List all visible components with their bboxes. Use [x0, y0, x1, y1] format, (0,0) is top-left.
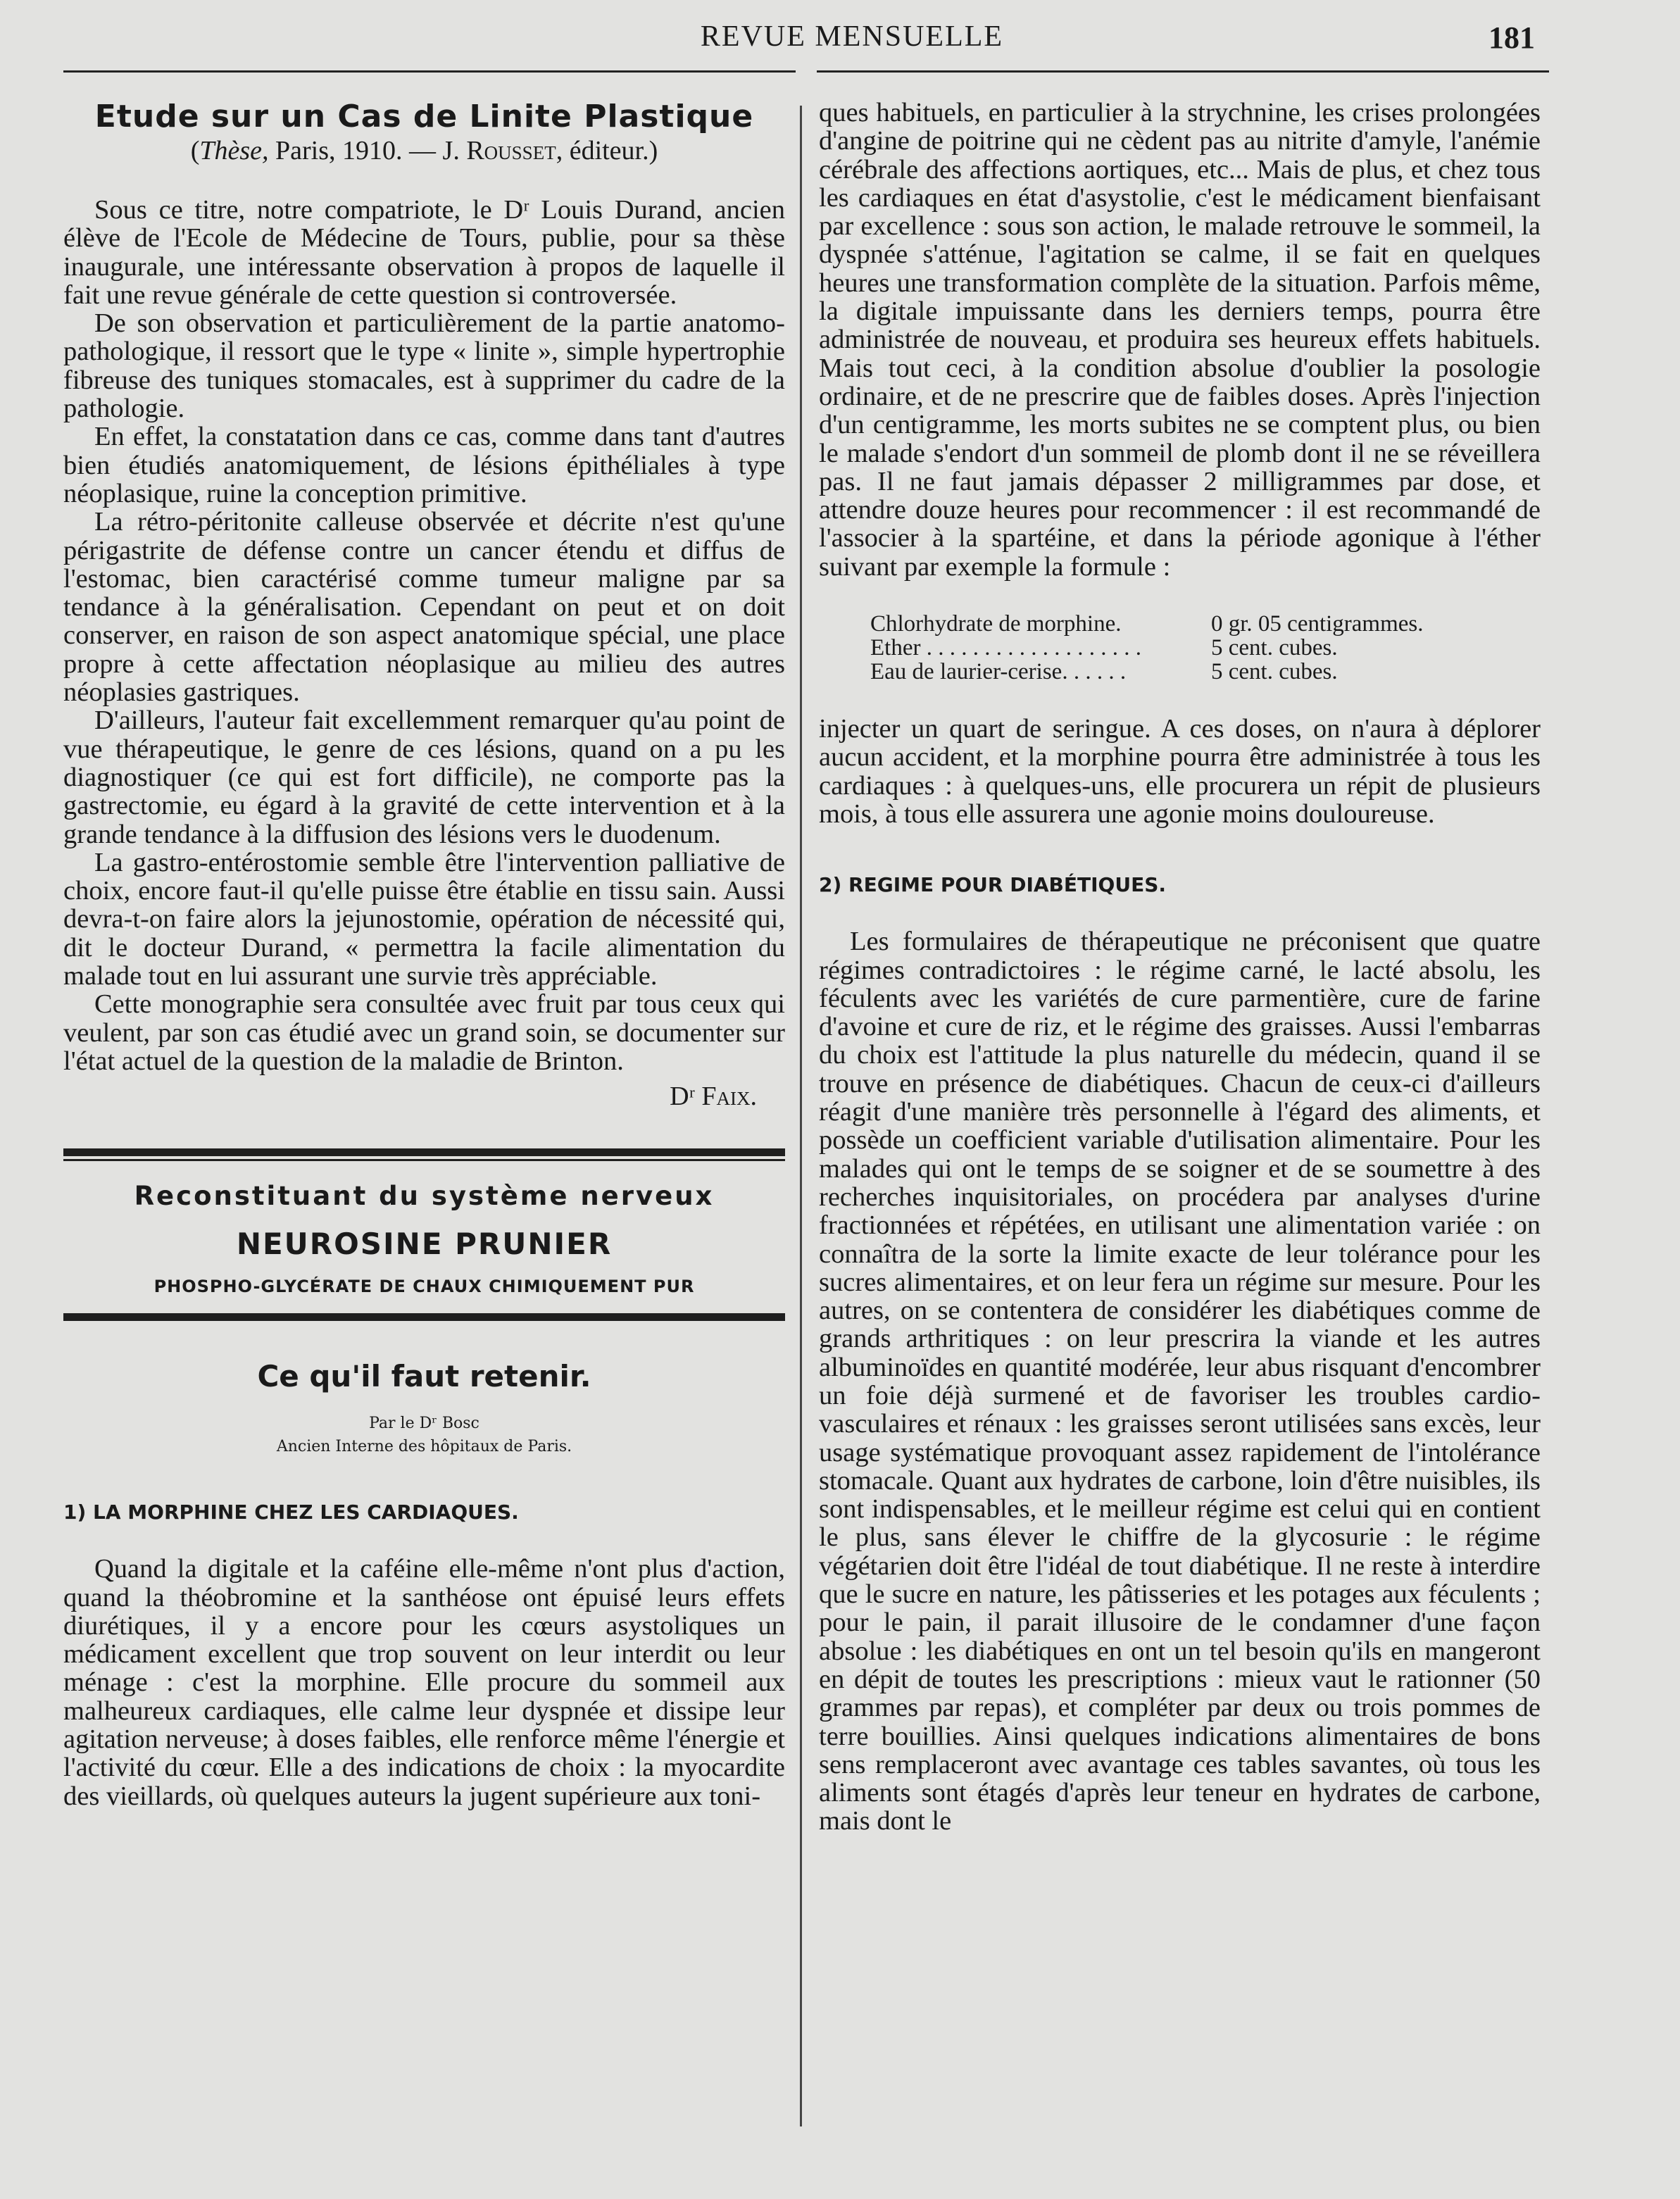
subtitle-publisher: Rousset	[466, 136, 556, 165]
diabetes-paragraph: Les formulaires de thérapeutique ne préconisent que quatre régimes contradictoires : le régime carné, le lacté absolu, les féculents avec les variétés de cure parmentière, cure de farine d'avoine et cure de riz, et le régime des graisses. Aussi l'embarras du choix est l'attitude la plus naturelle du médecin, quand il se trouve en présence de diabétiques. Chacun de ceux-ci d'ailleurs réagit d'une manière très personnelle à l'égard des aliments, et possède un coefficient variable d'utilisation alimentaire. Pour les malades qui ont le temps de se soigner et de se soumettre à des recherches inquisitoriales, on procédera par analyses d'urine fractionnées et répétées, en utilisant une alimentation variée : on connaîtra de la sorte la limite exacte de leur tolérance pour les sucres alimentaires, et on leur fera un régime sur mesure. Pour les autres, on se contentera de considérer les diabétiques comme de grands arthritiques : on leur prescrira la viande et les autres albuminoïdes en quantité modérée, leur abus risquant d'encombrer un foie déjà surmené et de favoriser les troubles cardio-vasculaires et rénaux : les graisses seront utilisées sans excès, leur usage systématique provoquant assez rapidement de l'intolérance stomacale. Quant aux hydrates de carbone, loin d'être nuisibles, ils sont indispensables, et le meilleur régime est celui qui en contient le plus, sans élever le chiffre de la glycosurie : le régime végétarien doit être l'idéal de tout diabétique. Il ne reste à interdire que le sucre en nature, les pâtisseries et les potages aux féculents ; pour le pain, il parait illusoire de le condamner d'une façon absolue : les diabétiques en ont un tel besoin qu'ils en mangeront en dépit de toutes les prescriptions : mieux vaut le rationner (50 grammes par repas), et compléter par deux ou trois pommes de terre bouillies. Ainsi quelques indications alimentaires de bons sens remplaceront avec avantage ces tables savantes, où tous les aliments sont étagés d'après leur teneur en hydrates de carbone, mais dont le	[819, 927, 1541, 1836]
review-paragraph: Cette monographie sera consultée avec fruit par tous ceux qui veulent, par son cas étudié avec un grand soin, se documenter sur l'état actuel de la question de la maladie de Brinton.	[63, 989, 785, 1076]
review-paragraph: En effet, la constatation dans ce cas, comme dans tant d'autres bien étudiés anatomiquement, de lésions épithéliales à type néoplasique, ruine la conception primitive.	[63, 422, 785, 508]
right-column	[819, 99, 1541, 1836]
formula-row	[870, 636, 1490, 660]
page-number: 181	[1488, 20, 1535, 55]
subtitle-these: Thèse,	[199, 136, 269, 165]
subtitle-place-date: Paris, 1910. — J.	[268, 136, 467, 165]
section-heading-diabetes: 2) REGIME POUR DIABÉTIQUES.	[819, 873, 1167, 897]
article-title: Ce qu'il faut retenir.	[257, 1359, 591, 1394]
morphine-conclusion: injecter un quart de seringue. A ces doses, on n'aura à déplorer aucun accident, et la morphine pourra être administrée à tous les cardiaques : à quelques-uns, elle procurera un répit de plusieurs mois, à tous elle assurera une agonie moins douloureuse.	[819, 714, 1541, 829]
header-rule-right	[817, 70, 1549, 73]
review-paragraph: La rétro-péritonite calleuse observée et décrite n'est qu'une périgastrite de défense contre un cancer étendu et diffus de l'estomac, bien caractérisé comme tumeur maligne par sa tendance à la généralisation. Cependant on peut et on doit conserver, en raison de son aspect anatomique spécial, une place propre à cette affectation néoplasique au milieu des autres néoplasies gastriques.	[63, 507, 785, 708]
column-divider	[800, 106, 802, 2126]
review-paragraph: Sous ce titre, notre compatriote, le Dʳ Louis Durand, ancien élève de l'Ecole de Médecine de Tours, publie, pour sa thèse inaugurale, une intéressante observation à propos de laquelle il fait une revue générale de cette question si controversée.	[63, 195, 785, 310]
running-head	[0, 15, 1680, 58]
ad-product-description: PHOSPHO-GLYCÉRATE DE CHAUX CHIMIQUEMENT PUR	[153, 1277, 695, 1297]
ad-rule-top-thin	[63, 1159, 785, 1161]
subtitle-open: (	[190, 136, 200, 165]
ad-rule-top	[63, 1148, 785, 1156]
ad-rule-bottom	[63, 1313, 785, 1321]
header-rule-left	[63, 70, 796, 73]
formula-ingredient: Chlorhydrate de morphine.	[870, 611, 1122, 637]
article-author-credentials: Ancien Interne des hôpitaux de Paris.	[276, 1438, 572, 1456]
formula-dose: 0 gr. 05 centigrammes.	[1211, 611, 1424, 637]
review-paragraph: La gastro-entérostomie semble être l'intervention palliative de choix, encore faut-il qu'elle puisse être établie en tissu sain. Aussi devra-t-on faire alors la jejunostomie, opération de nécessité qui, dit le docteur Durand, « permettra la facile alimentation du malade tout en lui assurant une survie très appréciable.	[63, 847, 785, 991]
formula-dose: 5 cent. cubes.	[1211, 635, 1338, 661]
review-paragraph: De son observation et particulièrement de la partie anatomo-pathologique, il ressort que le type « linite », simple hypertrophie fibreuse des tuniques stomacales, est à supprimer du cadre de la pathologie.	[63, 308, 785, 424]
review-title: Etude sur un Cas de Linite Plastique	[94, 99, 754, 134]
formula-dose: 5 cent. cubes.	[1211, 659, 1338, 685]
review-paragraph: D'ailleurs, l'auteur fait excellemment remarquer qu'au point de vue thérapeutique, le genre de ces lésions, quand on a pu les diagnostiquer (ce qui est fort difficile), ne comporte pas la gastrectomie, eu égard à la gravité de cette intervention et à la grande tendance à la diffusion des lésions vers le duodenum.	[63, 706, 785, 849]
formula-row	[870, 660, 1490, 684]
morphine-formula	[870, 612, 1490, 684]
subtitle-end: , éditeur.)	[556, 136, 658, 165]
review-subtitle	[63, 135, 785, 166]
advertisement	[63, 1148, 785, 1321]
article-byline: Par le Dʳ Bosc	[369, 1415, 479, 1433]
left-column	[63, 99, 785, 1810]
formula-ingredient: Eau de laurier-cerise. . . . . .	[870, 659, 1127, 685]
running-title: REVUE MENSUELLE	[700, 20, 1004, 53]
morphine-paragraph-start: Quand la digitale et la caféine elle-même n'ont plus d'action, quand la théobromine et la santhéose ont épuisé leurs effets diurétiques, il y a encore pour les cœurs asystoliques un médicament excellent que trop souvent on leur interdit ou leur ménage : c'est la morphine. Elle procure du sommeil aux malheureux cardiaques, elle calme leur dyspnée et dissipe leur agitation nerveuse; à doses faibles, elle renforce même l'énergie et l'activité du cœur. Elle a des indications de choix : la myocardite des vieillards, où quelques auteurs la jugent supérieure aux toni-	[63, 1554, 785, 1811]
section-heading-morphine: 1) LA MORPHINE CHEZ LES CARDIAQUES.	[63, 1501, 519, 1524]
formula-row	[870, 612, 1490, 636]
ad-tagline: Reconstituant du système nerveux	[134, 1181, 715, 1212]
review-signature: Dʳ Faix.	[670, 1082, 757, 1112]
morphine-paragraph-continued: ques habituels, en particulier à la strychnine, les crises prolongées d'angine de poitrine qui ne cèdent pas au nitrite d'amyle, l'anémie cérébrale des affections aortiques, etc... Mais de plus, et chez tous les cardiaques en état d'asystolie, c'est le médicament bienfaisant par excellence : sous son action, le malade retrouve le sommeil, la dyspnée s'atténue, l'agitation se calme, il se fait en quelques heures une transformation complète de la situation. Parfois même, la digitale impuissante dans les derniers temps, pourra être administrée de nouveau, et produira ses heureux effets habituels. Mais tout ceci, à la condition absolue d'oublier la posologie ordinaire, et de ne prescrire que de faibles doses. Après l'injection d'un centigramme, les morts subites ne se comptent plus, ou bien le malade s'endort d'un sommeil de plomb dont il ne se réveillera pas. Il ne faut jamais dépasser 2 milligrammes par dose, et attendre douze heures pour recommencer : il est recommandé de l'associer à la spartéine, et dans la période agonique à l'éther suivant par exemple la formule :	[819, 98, 1541, 582]
formula-ingredient: Ether . . . . . . . . . . . . . . . . . . .	[870, 635, 1141, 661]
ad-product-name: NEUROSINE PRUNIER	[236, 1227, 613, 1262]
